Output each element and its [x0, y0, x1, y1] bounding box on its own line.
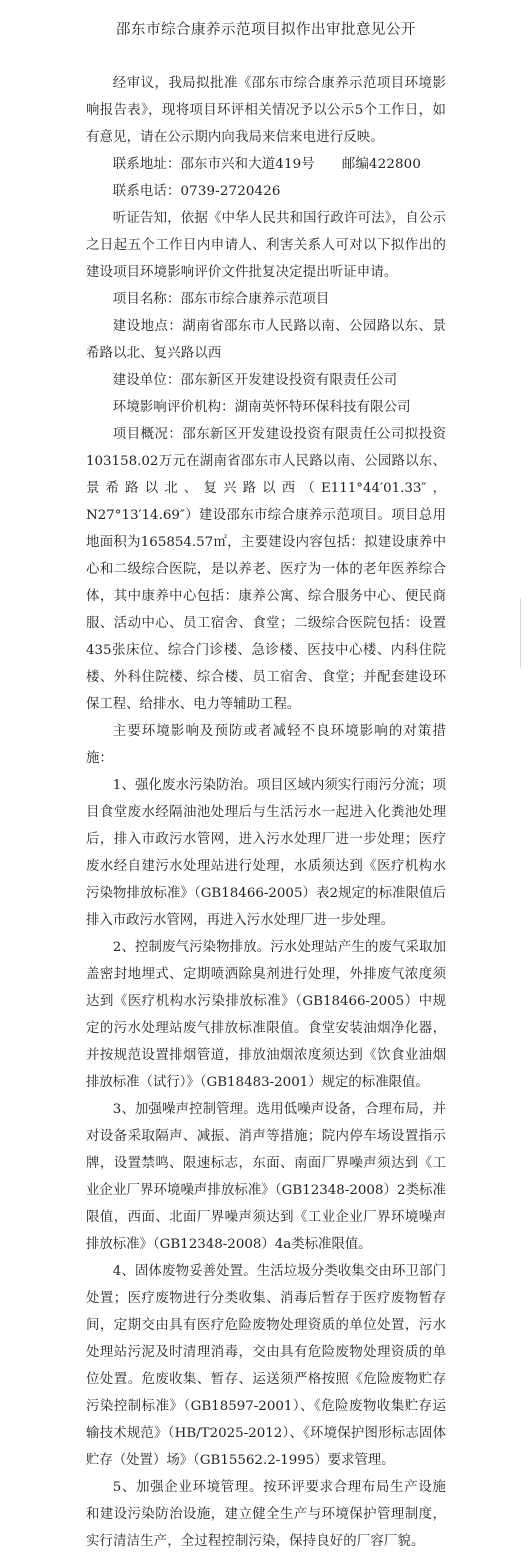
construction-location: 建设地点：湖南省邵东市人民路以南、公园路以东、景希路以北、复兴路以西 [86, 319, 446, 361]
eia-agency: 环境影响评价机构：湖南英怀特环保科技有限公司 [112, 400, 411, 415]
measure-noise: 3、加强噪声控制管理。选用低噪声设备，合理布局，并对设备采取隔声、减振、消声等措施；院内停车场设置指示牌，设置禁鸣、限速标志，东面、南面厂界噪声须达到《工业企业厂界环境噪声排放标准》（GB12348-2008）2类标准限值，西面、北面厂界噪声须达到《工业企业厂界环境噪声排放标准》（GB12348-2008）4a类标准限值。 [86, 1102, 446, 1252]
document-body [86, 70, 446, 1555]
measure-solid-waste: 4、固体废物妥善处置。生活垃圾分类收集交由环卫部门处置；医疗废物进行分类收集、消毒后暂存于医疗废物暂存间，定期交由具有医疗危险废物处理资质的单位处置，污水处理站污泥及时清理消毒，交由具有危险废物处理资质的单位处置。危废收集、暂存、运送须严格按照《危险废物贮存污染控制标准》（GB18597-2001）、《危险废物收集贮存运输技术规范》（HB/T2025-2012）、《环境保护图形标志固体贮存（处置）场》（GB15562.2-1995）要求管理。 [86, 1264, 446, 1468]
measure-environment-management: 5、加强企业环境管理。按环评要求合理布局生产设施和建设污染防治设施，建立健全生产与环境保护管理制度，实行清洁生产，全过程控制污染，保持良好的厂容厂貌。 [86, 1480, 446, 1549]
project-overview: 项目概况：邵东新区开发建设投资有限责任公司拟投资103158.02万元在湖南省邵东市人民路以南、公园路以东、景希路以北、复兴路以西（E111°44′01.33″，N27°13′14.69″）建设邵东市综合康养示范项目。项目总用地面积为165854.57㎡，主要建设内容包括：拟建设康养中心和二级综合医院，是以养老、医疗为一体的老年医养综合体，其中康养中心包括：康养公寓、综合服务中心、便民商服、活动中心、员工宿舍、食堂；二级综合医院包括：设置435张床位、综合门诊楼、急诊楼、医技中心楼、内科住院楼、外科住院楼、综合楼、员工宿舍、食堂；并配套建设环保工程、给排水、电力等辅助工程。 [86, 427, 446, 712]
measure-exhaust-gas: 2、控制废气污染物排放。污水处理站产生的废气采取加盖密封地埋式、定期喷洒除臭剂进行处理，外排废气浓度须达到《医疗机构水污染排放标准》（GB18466-2005）中规定的污水处理站废气排放标准限值。食堂安装油烟净化器，并按规范设置排烟管道，排放油烟浓度须达到《饮食业油烟排放标准（试行）》（GB18483-2001）规定的标准限值。 [86, 940, 446, 1090]
intro-paragraph: 经审议，我局拟批准《邵东市综合康养示范项目环境影响报告表》，现将项目环评相关情况予以公示5个工作日，如有意见，请在公示期内向我局来信来电进行反映。 [86, 76, 446, 145]
contact-phone: 联系电话：0739-2720426 [112, 184, 281, 199]
contact-address: 联系地址：邵东市兴和大道419号 邮编422800 [112, 157, 422, 172]
construction-unit: 建设单位：邵东新区开发建设投资有限责任公司 [112, 373, 398, 388]
page-edge-line [520, 598, 521, 668]
measures-intro: 主要环境影响及预防或者减轻不良环境影响的对策措施： [86, 724, 446, 766]
document-title: 邵东市综合康养示范项目拟作出审批意见公开 [116, 22, 416, 38]
measure-wastewater: 1、强化废水污染防治。项目区域内须实行雨污分流；项目食堂废水经隔油池处理后与生活污水一起进入化粪池处理后，排入市政污水管网，进入污水处理厂进一步处理；医疗废水经自建污水处理站进行处理，水质须达到《医疗机构水污染物排放标准》（GB18466-2005）表2规定的标准限值后排入市政污水管网，再进入污水处理厂进一步处理。 [86, 778, 446, 928]
project-name: 项目名称：邵东市综合康养示范项目 [112, 292, 330, 307]
hearing-notice: 听证告知，依据《中华人民共和国行政许可法》，自公示之日起五个工作日内申请人、利害关系人可对以下拟作出的建设项目环境影响评价文件批复决定提出听证申请。 [86, 211, 446, 280]
